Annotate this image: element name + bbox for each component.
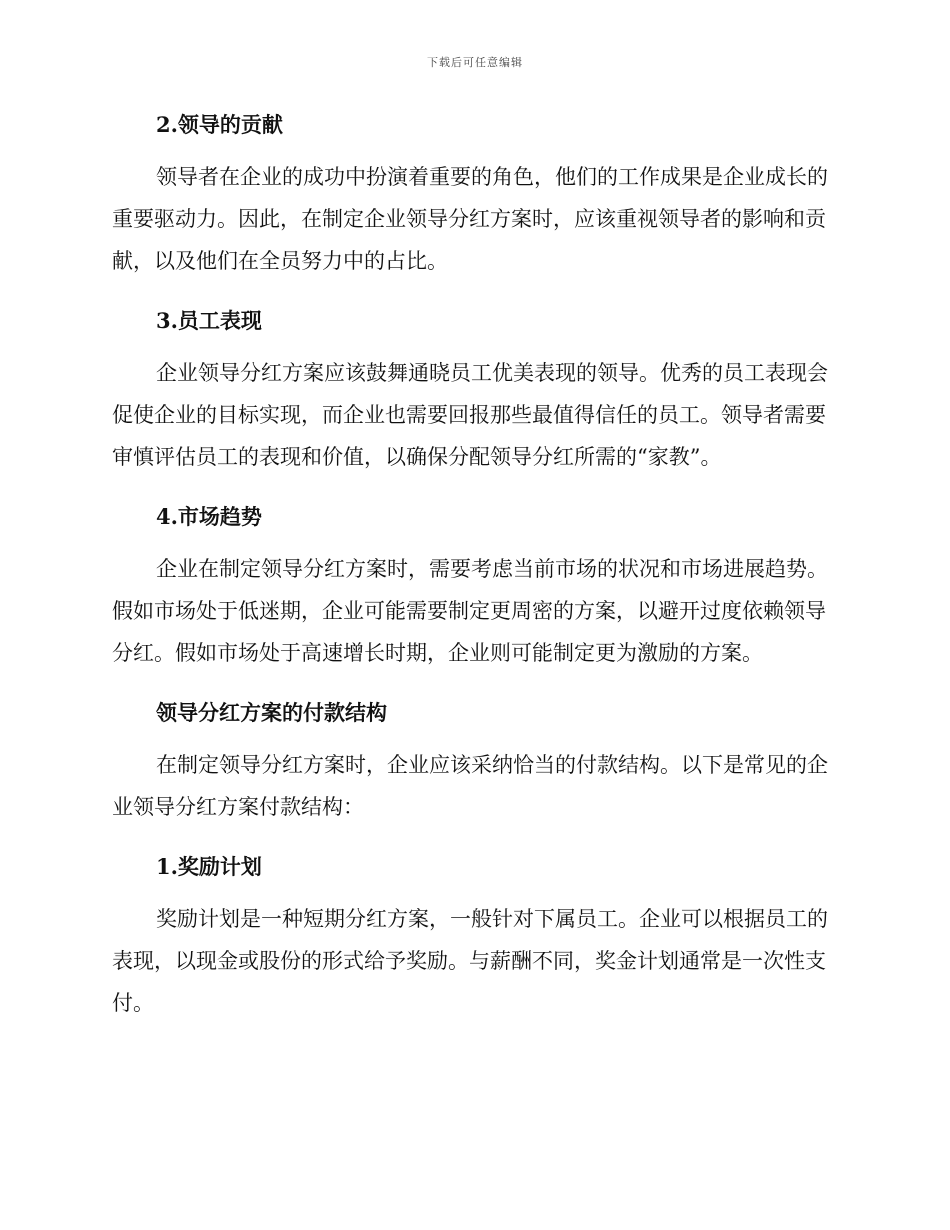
section-heading-leader-contribution: 2.领导的贡献 — [156, 112, 283, 137]
section-body-leader-contribution: 领导者在企业的成功中扮演着重要的角色，他们的工作成果是企业成长的重要驱动力。因此，在制定企业领导分红方案时，应该重视领导者的影响和贡献，以及他们在全员努力中的占比。 — [112, 165, 828, 273]
section-body-employee-performance: 企业领导分红方案应该鼓舞通晓员工优美表现的领导。优秀的员工表现会促使企业的目标实现，而企业也需要回报那些最值得信任的员工。领导者需要审慎评估员工的表现和价值，以确保分配领导分红所需的“家教”。 — [112, 361, 828, 469]
header-note: 下载后可任意编辑 — [427, 56, 523, 69]
section-body-payment-structure: 在制定领导分红方案时，企业应该采纳恰当的付款结构。以下是常见的企业领导分红方案付款结构： — [112, 753, 828, 819]
section-heading-market-trend: 4.市场趋势 — [156, 504, 262, 529]
document-body — [112, 110, 834, 1024]
section-heading-bonus-plan: 1.奖励计划 — [156, 854, 262, 879]
section-heading-employee-performance: 3.员工表现 — [156, 308, 262, 333]
section-body-market-trend: 企业在制定领导分红方案时，需要考虑当前市场的状况和市场进展趋势。假如市场处于低迷期，企业可能需要制定更周密的方案，以避开过度依赖领导分红。假如市场处于高速增长时期，企业则可能制定更为激励的方案。 — [112, 557, 828, 665]
section-body-bonus-plan: 奖励计划是一种短期分红方案，一般针对下属员工。企业可以根据员工的表现，以现金或股份的形式给予奖励。与薪酬不同，奖金计划通常是一次性支付。 — [112, 907, 828, 1015]
section-heading-payment-structure: 领导分红方案的付款结构 — [156, 700, 387, 725]
